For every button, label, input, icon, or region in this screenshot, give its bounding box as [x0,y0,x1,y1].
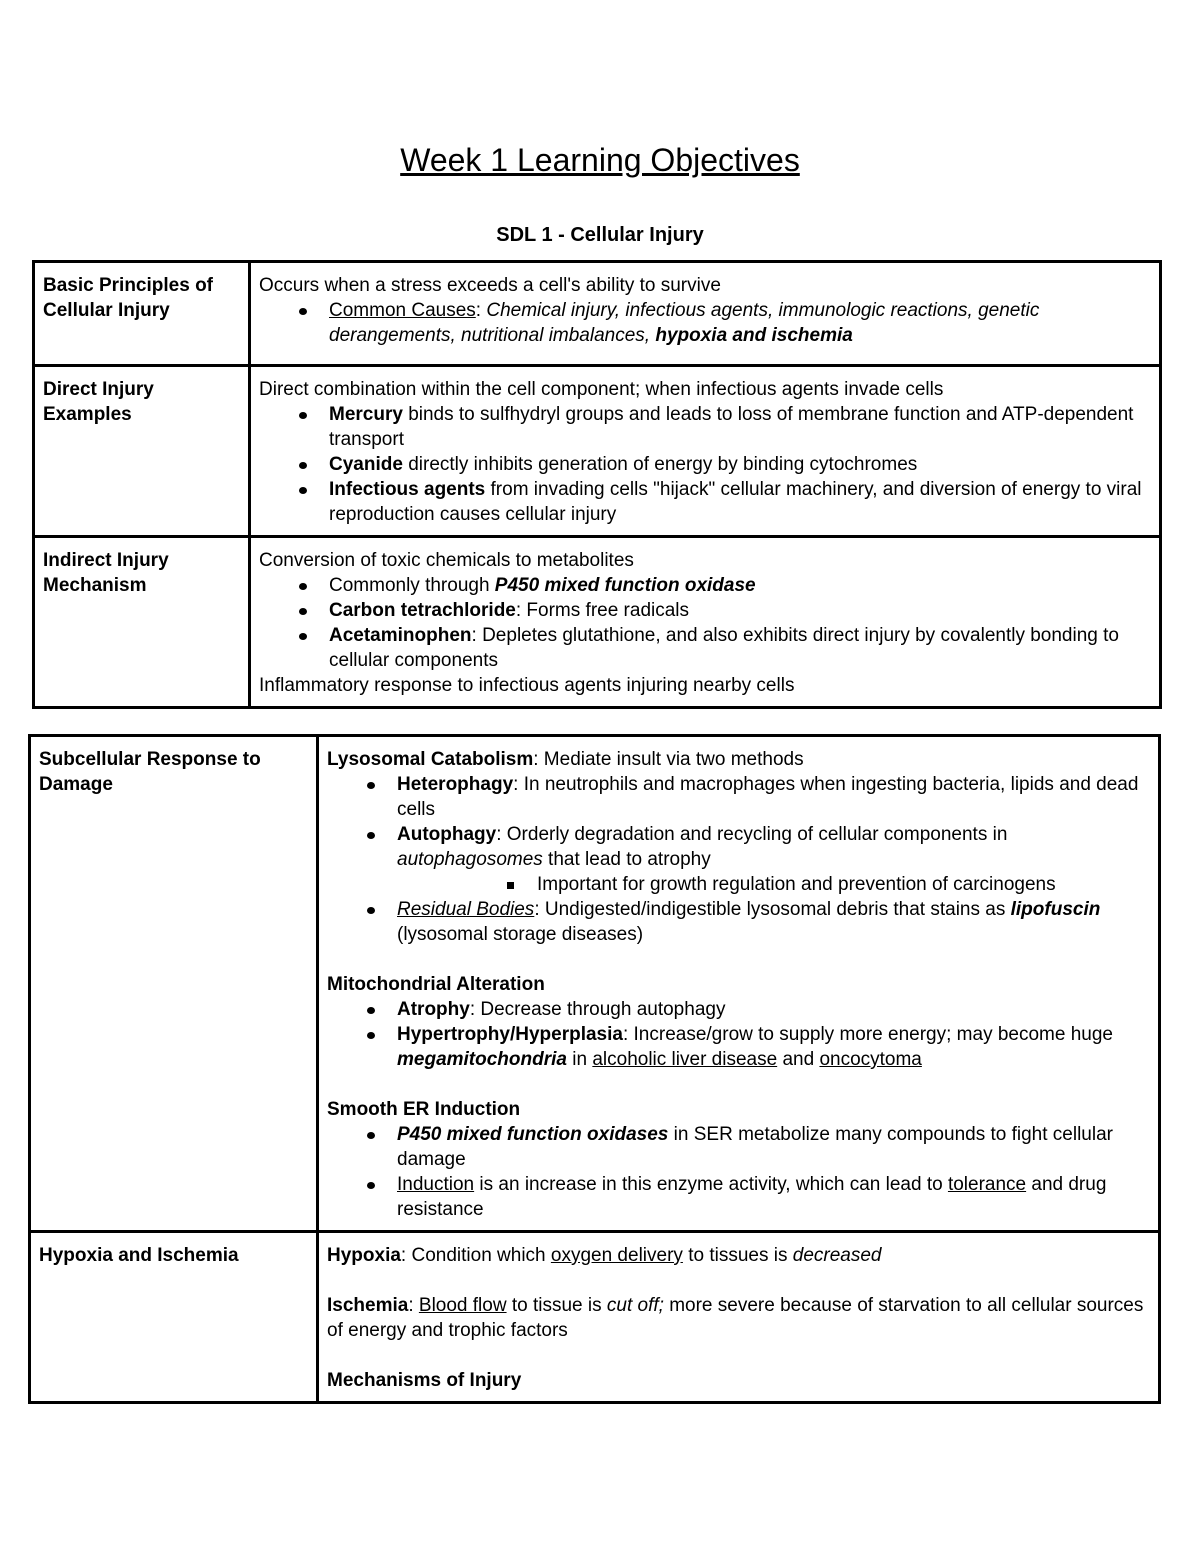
term: Mercury [329,404,403,425]
text: is an increase in this enzyme activity, which can lead to [474,1174,948,1195]
text: oxygen delivery [550,1245,683,1266]
row-label: Basic Principles of Cellular Injury [34,262,250,366]
text: cut off; [606,1295,664,1316]
text: : Condition which [400,1245,551,1266]
list-item [259,598,1151,623]
row-label: Hypoxia and Ischemia [30,1232,318,1403]
text: and [777,1049,820,1070]
smooth-er-list [327,1122,1150,1222]
table-row [30,736,1160,1232]
term: Infectious agents [329,479,486,500]
text: in [566,1049,593,1070]
section-title: SDL 1 - Cellular Injury [496,224,704,246]
text: : Undigested/indigestible lysosomal debris that stains as [534,899,1011,920]
mitochondrial-list [327,997,1150,1072]
list-item [259,298,1151,348]
text: binds to sulfhydryl groups and leads to loss of membrane function and ATP-dependent transport [329,404,1134,450]
term: Ischemia [327,1295,409,1316]
term: Smooth ER Induction [327,1099,521,1120]
mitochondrial-heading [327,972,1150,997]
list-item [327,822,1150,872]
row-label: Direct Injury Examples [34,366,250,537]
term: P450 mixed function oxidases [397,1124,669,1145]
row-content [318,1232,1160,1403]
table-row [34,366,1161,537]
list-item [327,1022,1150,1072]
term: Acetaminophen [329,625,472,646]
term: P450 mixed function oxidase [494,575,756,596]
text: : Orderly degradation and recycling of cellular components in [496,824,1008,845]
indirect-intro: Conversion of toxic chemicals to metabolites [259,550,634,571]
text: directly inhibits generation of energy by binding cytochromes [402,454,918,475]
list-item [327,1172,1150,1222]
text: : Forms free radicals [515,600,690,621]
text: (lysosomal storage diseases) [397,924,644,945]
text: : [475,300,487,321]
list-item [327,997,1150,1022]
text: : Mediate insult via two methods [533,749,804,770]
text: from invading cells "hijack" cellular machinery, and diversion of energy to viral reproduction causes cellular injury [329,479,1142,525]
term: Hypoxia [327,1245,401,1266]
text: alcoholic liver disease [592,1049,778,1070]
table-row [30,1232,1160,1403]
list-item [259,452,1151,477]
list-item [327,897,1150,947]
term: Mechanisms of Injury [327,1370,522,1391]
row-content [250,366,1161,537]
text: Commonly through [329,575,495,596]
text: tolerance [947,1174,1027,1195]
term: Residual Bodies [397,899,535,920]
sub-list-item: Important for growth regulation and prevention of carcinogens [327,872,1150,897]
lysosomal-heading [327,747,1150,772]
text: in SER metabolize many compounds to fight cellular damage [397,1124,1113,1170]
text: oncocytoma [819,1049,922,1070]
text: : Decrease through autophagy [469,999,726,1020]
term: megamitochondria [397,1049,567,1070]
subcellular-response-table [28,734,1161,1404]
term: Autophagy [397,824,497,845]
list-item [259,623,1151,673]
text: : In neutrophils and macrophages when ingesting bacteria, lipids and dead cells [397,774,1139,820]
basic-list [259,298,1151,348]
indirect-list [259,573,1151,673]
list-item [259,477,1151,527]
table-row [34,537,1161,708]
term: Common Causes [329,300,476,321]
row-label: Subcellular Response to Damage [30,736,318,1232]
term: Lysosomal Catabolism [327,749,534,770]
term: Carbon tetrachloride [329,600,516,621]
text: autophagosomes [397,849,543,870]
term: Atrophy [397,999,470,1020]
list-item [327,772,1150,822]
text: that lead to atrophy [542,849,711,870]
term: Mitochondrial Alteration [327,974,545,995]
indirect-outro: Inflammatory response to infectious agents injuring nearby cells [259,675,795,696]
term: Induction [397,1174,475,1195]
list-item [327,1122,1150,1172]
row-label: Indirect Injury Mechanism [34,537,250,708]
term: Heterophagy [397,774,514,795]
mechanisms-heading [327,1368,1150,1393]
direct-list [259,402,1151,527]
term: Hypertrophy/Hyperplasia [397,1024,623,1045]
row-content [250,262,1161,366]
ischemia-definition [327,1293,1150,1343]
text: : [408,1295,419,1316]
basic-intro: Occurs when a stress exceeds a cell's ability to survive [259,275,721,296]
lysosomal-list [327,772,1150,947]
direct-intro: Direct combination within the cell component; when infectious agents invade cells [259,379,944,400]
text: Blood flow [418,1295,507,1316]
list-item [259,573,1151,598]
page-title: Week 1 Learning Objectives [400,142,800,178]
row-content [318,736,1160,1232]
smooth-er-heading [327,1097,1150,1122]
row-content [250,537,1161,708]
cellular-injury-table [32,260,1162,709]
term: lipofuscin [1010,899,1101,920]
text: and drug resistance [397,1174,1107,1220]
text: more severe because of starvation to all cellular sources of energy and trophic factors [327,1295,1144,1341]
table-row [34,262,1161,366]
text: : Depletes glutathione, and also exhibits direct injury by covalently bonding to cellular components [329,625,1119,671]
text: to tissues is [682,1245,793,1266]
text: to tissue is [506,1295,607,1316]
term: hypoxia and ischemia [655,325,853,346]
list-item [259,402,1151,452]
text: decreased [792,1245,882,1266]
text: Chemical injury, infectious agents, immunologic reactions, genetic derangements, nutritional imbalances, [329,300,1040,346]
text: : Increase/grow to supply more energy; may become huge [622,1024,1113,1045]
hypoxia-definition [327,1243,1150,1268]
term: Cyanide [329,454,403,475]
